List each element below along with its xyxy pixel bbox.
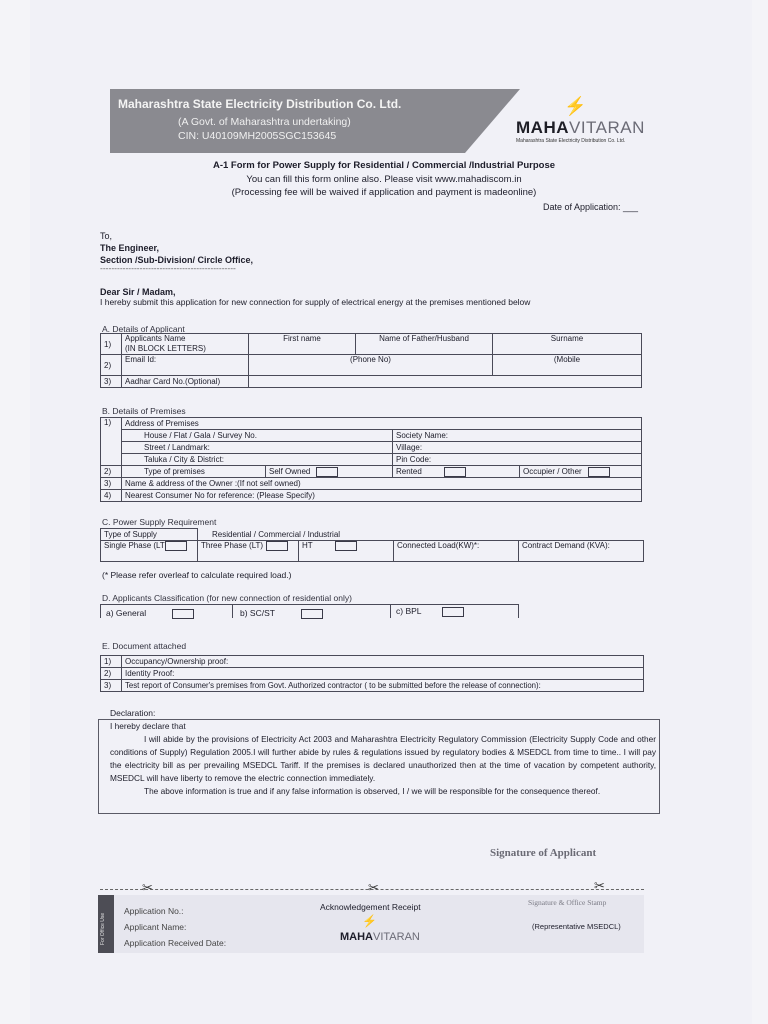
premises-details-table (100, 417, 642, 502)
load-note: (* Please refer overleaf to calculate required load.) (102, 570, 292, 580)
applicants-name-label: Applicants Name (IN BLOCK LETTERS) (122, 334, 249, 355)
header-banner (110, 89, 520, 153)
surname-field[interactable]: Surname (493, 334, 642, 355)
row-number: 1) (101, 334, 122, 355)
address-label: Address of Premises (122, 418, 642, 430)
lightning-bolt-icon: ⚡ (564, 96, 587, 116)
row-number: 3) (101, 376, 122, 388)
taluka-field[interactable]: Taluka / City & District: (122, 454, 393, 466)
company-subtitle: (A Govt. of Maharashtra undertaking) (178, 116, 351, 128)
phone-field[interactable]: (Phone No) (249, 355, 493, 376)
applicant-details-table (100, 333, 642, 388)
received-date-field[interactable]: Application Received Date: (124, 938, 227, 948)
row-number: 2) (101, 355, 122, 376)
receipt-logo-wordmark: MAHAVITARAN (340, 931, 420, 943)
online-note: You can fill this form online also. Please visit www.mahadiscom.in (246, 174, 522, 185)
pincode-field[interactable]: Pin Code: (393, 454, 642, 466)
row-number: 2) (101, 466, 122, 478)
section-c-title: C. Power Supply Requirement (102, 517, 217, 527)
row-number: 1) (101, 418, 122, 466)
nearest-consumer-field[interactable]: Nearest Consumer No for reference: (Please Specify) (122, 490, 642, 502)
rented-option[interactable]: Rented (393, 466, 520, 478)
bpl-checkbox[interactable] (442, 607, 464, 617)
row-number: 4) (101, 490, 122, 502)
declaration-paragraph-2: The above information is true and if any false information is observed, I / we will be responsible for the consequence thereof. (144, 786, 601, 796)
aadhar-field[interactable]: Aadhar Card No.(Optional) (122, 376, 249, 388)
section-e-title: E. Document attached (102, 641, 187, 651)
self-owned-checkbox[interactable] (316, 467, 338, 477)
mahavitaran-logo (516, 96, 656, 148)
form-sheet (30, 0, 752, 1024)
section-b-title: B. Details of Premises (102, 406, 186, 416)
intro-text: I hereby submit this application for new connection for supply of electrical energy at the premises mentioned below (100, 297, 531, 307)
company-cin: CIN: U40109MH2005SGC153645 (178, 130, 337, 142)
general-checkbox[interactable] (172, 609, 194, 619)
type-of-premises-label: Type of premises (122, 466, 266, 478)
father-name-field[interactable]: Name of Father/Husband (356, 334, 493, 355)
row-number: 2) (101, 668, 122, 680)
supply-categories: Residential / Commercial / Industrial (212, 529, 341, 539)
scst-option[interactable]: b) SC/ST (240, 608, 323, 619)
village-field[interactable]: Village: (393, 442, 642, 454)
scissors-icon: ✂ (142, 880, 153, 895)
society-field[interactable]: Society Name: (393, 430, 642, 442)
street-field[interactable]: Street / Landmark: (122, 442, 393, 454)
to-line: To, (100, 231, 113, 241)
single-phase-checkbox[interactable] (165, 541, 187, 551)
bpl-option[interactable]: c) BPL (396, 606, 464, 617)
documents-table (100, 655, 644, 692)
self-owned-option[interactable]: Self Owned (266, 466, 393, 478)
single-phase-option[interactable]: Single Phase (LT (101, 541, 198, 562)
signature-stamp-label: Signature & Office Stamp (528, 898, 607, 907)
representative-label: (Representative MSEDCL) (532, 922, 621, 931)
logo-wordmark: MAHAVITARAN (516, 118, 645, 137)
form-title: A-1 Form for Power Supply for Residential / Commercial /Industrial Purpose (212, 160, 556, 171)
occupancy-proof-field[interactable]: Occupancy/Ownership proof: (122, 656, 644, 668)
scissors-icon: ✂ (368, 880, 379, 895)
date-of-application[interactable]: Date of Application: ___ (543, 202, 639, 212)
declaration-text (110, 720, 656, 798)
aadhar-input[interactable] (249, 376, 642, 388)
row-number: 3) (101, 478, 122, 490)
office-line: Section /Sub-Division/ Circle Office, (100, 255, 254, 265)
ht-option[interactable]: HT (299, 541, 394, 562)
house-field[interactable]: House / Flat / Gala / Survey No. (122, 430, 393, 442)
signature-of-applicant[interactable]: Signature of Applicant (490, 847, 597, 859)
scst-checkbox[interactable] (301, 609, 323, 619)
section-a-title: A. Details of Applicant (102, 324, 185, 334)
occupier-option[interactable]: Occupier / Other (520, 466, 642, 478)
identity-proof-field[interactable]: Identity Proof: (122, 668, 644, 680)
general-option[interactable]: a) General (106, 608, 194, 619)
company-name: Maharashtra State Electricity Distribution Co. Ltd. (118, 97, 402, 111)
declaration-paragraph-1: I will abide by the provisions of Electricity Act 2003 and Maharashtra Electricity Regulatory Commission (Electricity Supply Code and other conditions of Supply) Regulation 2005.I will further abide by rules & regulations issued by regulatory bodies & MSEDCL from time to time.. I will pay the electricity bill as per prevailing MSEDCL Tariff. If the premises is declared unauthorized then at the time of vacation by competent authority, MSEDCL will have liberty to remove the electric connection immediately. (110, 734, 656, 783)
ht-checkbox[interactable] (335, 541, 357, 551)
office-use-label: For Office Use (100, 912, 106, 945)
office-dashes: ------------------------------------------------ (100, 263, 236, 273)
power-supply-table (100, 528, 644, 562)
lightning-bolt-icon: ⚡ (362, 914, 377, 928)
email-field[interactable]: Email Id: (122, 355, 249, 376)
row-number: 3) (101, 680, 122, 692)
occupier-checkbox[interactable] (588, 467, 610, 477)
salutation: Dear Sir / Madam, (100, 287, 176, 297)
section-d-title: D. Applicants Classification (for new connection of residential only) (102, 593, 352, 603)
type-of-supply-label: Type of Supply (101, 529, 198, 541)
declaration-title: Declaration: (110, 708, 156, 718)
mobile-field[interactable]: (Mobile (493, 355, 642, 376)
rented-checkbox[interactable] (444, 467, 466, 477)
logo-tagline: Maharashtra State Electricity Distribution Co. Ltd. (516, 138, 626, 144)
connected-load-field[interactable]: Connected Load(KW)*: (394, 541, 519, 562)
test-report-field[interactable]: Test report of Consumer's premises from Govt. Authorized contractor ( to be submitted before the release of connection): (122, 680, 644, 692)
owner-field[interactable]: Name & address of the Owner :(If not self owned) (122, 478, 642, 490)
application-no-field[interactable]: Application No.: (124, 906, 184, 916)
declaration-intro: I hereby declare that (110, 721, 186, 731)
engineer-line: The Engineer, (100, 243, 160, 253)
first-name-field[interactable]: First name (249, 334, 356, 355)
applicant-name-field[interactable]: Applicant Name: (124, 922, 187, 932)
three-phase-option[interactable]: Three Phase (LT) (198, 541, 299, 562)
scissors-icon: ✂ (594, 878, 605, 893)
three-phase-checkbox[interactable] (266, 541, 288, 551)
fee-waiver-note: (Processing fee will be waived if application and payment is madeonline) (231, 187, 537, 198)
acknowledgement-title: Acknowledgement Receipt (320, 902, 421, 912)
contract-demand-field[interactable]: Contract Demand (KVA): (519, 541, 644, 562)
row-number: 1) (101, 656, 122, 668)
